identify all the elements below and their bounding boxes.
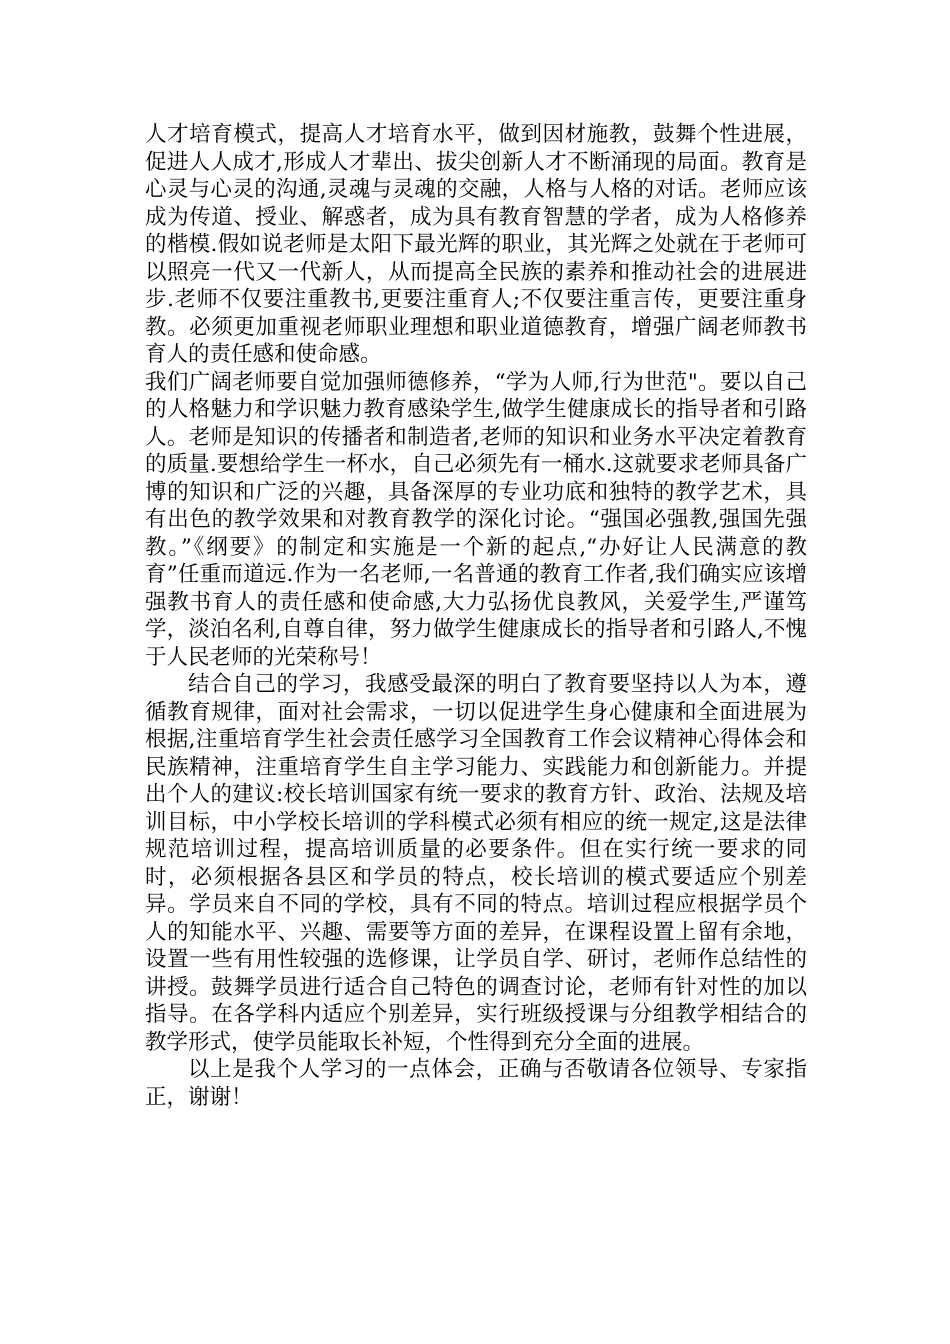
paragraph-2: 我们广阔老师要自觉加强师德修养，“学为人师,行为世范"。要以自己的人格魅力和学识魅力教育感染学生,做学生健康成长的指导者和引路人。老师是知识的传播者和制造者,老师的知识和业务水平决定着教育的质量.要想给学生一杯水，自己必须先有一桶水.这就要求老师具备广博的知识和广泛的兴趣，具备深厚的专业功底和独特的教学艺术，具有出色的教学效果和对教育教学的深化讨论。“强国必强教,强国先强教。”《纲要》的制定和实施是一个新的起点,“办好让人民满意的教育”任重而道远.作为一名老师,一名普通的教育工作者,我们确实应该增强教书育人的责任感和使命感,大力弘扬优良教风，关爱学生,严谨笃学，淡泊名利,自尊自律，努力做学生健康成长的指导者和引路人,不愧于人民老师的光荣称号！ (145, 369, 807, 670)
paragraph-3: 结合自己的学习，我感受最深的明白了教育要坚持以人为本，遵循教育规律，面对社会需求，一切以促进学生身心健康和全面进展为根据,注重培育学生社会责任感学习全国教育工作会议精神心得体会和民族精神，注重培育学生自主学习能力、实践能力和创新能力。并提出个人的建议:校长培训国家有统一要求的教育方针、政治、法规及培训目标，中小学校长培训的学科模式必须有相应的统一规定,这是法律规范培训过程，提高培训质量的必要条件。但在实行统一要求的同时，必须根据各县区和学员的特点，校长培训的模式要适应个别差异。学员来自不同的学校，具有不同的特点。培训过程应根据学员个人的知能水平、兴趣、需要等方面的差异，在课程设置上留有余地，设置一些有用性较强的选修课，让学员自学、研讨，老师作总结性的讲授。鼓舞学员进行适合自己特色的调查讨论，老师有针对性的加以指导。在各学科内适应个别差异，实行班级授课与分组教学相结合的教学形式，使学员能取长补短，个性得到充分全面的进展。 (145, 672, 807, 1055)
paragraph-4: 以上是我个人学习的一点体会，正确与否敬请各位领导、专家指正，谢谢！ (145, 1057, 807, 1110)
document-body (145, 121, 807, 1111)
paragraph-1: 人才培育模式，提高人才培育水平，做到因材施教，鼓舞个性进展，促进人人成才,形成人才辈出、拔尖创新人才不断涌现的局面。教育是心灵与心灵的沟通,灵魂与灵魂的交融，人格与人格的对话。老师应该成为传道、授业、解惑者，成为具有教育智慧的学者，成为人格修养的楷模.假如说老师是太阳下最光辉的职业，其光辉之处就在于老师可以照亮一代又一代新人，从而提高全民族的素养和推动社会的进展进步.老师不仅要注重教书,更要注重育人;不仅要注重言传，更要注重身教。必须更加重视老师职业理想和职业道德教育，增强广阔老师教书育人的责任感和使命感。 (145, 122, 807, 367)
